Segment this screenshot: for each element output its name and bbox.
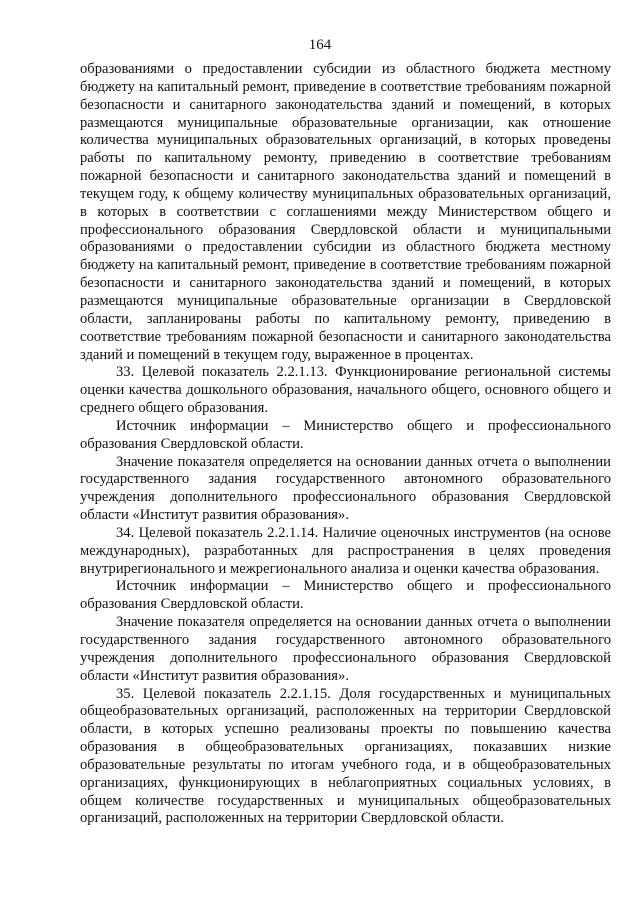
paragraph-source-33: Источник информации – Министерство общего и профессионального образования Свердловской области. — [80, 417, 611, 452]
document-body — [80, 61, 611, 828]
paragraph-value-34: Значение показателя определяется на основании данных отчета о выполнении государственного задания государственного автономного образовательного учреждения дополнительного профессионального образования Свердловской области «Институт развития образования». — [80, 614, 611, 684]
paragraph-indicator-34: 34. Целевой показатель 2.2.1.14. Наличие оценочных инструментов (на основе международных), разработанных для распространения в целях проведения внутрирегионального и межрегионального анализа и оценки качества образования. — [80, 524, 611, 577]
paragraph-source-34: Источник информации – Министерство общего и профессионального образования Свердловской области. — [80, 578, 611, 613]
page-number: 164 — [308, 37, 332, 53]
paragraph-indicator-33: 33. Целевой показатель 2.2.1.13. Функционирование региональной системы оценки качества дошкольного образования, начального общего, основного общего и среднего общего образования. — [80, 364, 611, 417]
paragraph-continuation: образованиями о предоставлении субсидии из областного бюджета местному бюджету на капитальный ремонт, приведение в соответствие требованиям пожарной безопасности и санитарного законодательства зданий и помещений, в которых размещаются муниципальные образовательные организации, как отношение количества муниципальных образовательных организаций, в которых проведены работы по капитальному ремонту, приведению в соответствие требованиям пожарной безопасности и санитарного законодательства зданий и помещений в текущем году, к общему количеству муниципальных образовательных организаций, в которых в соответствии с соглашениями между Министерством общего и профессионального образования Свердловской области и муниципальными образованиями о предоставлении субсидии из областного бюджета местному бюджету на капитальный ремонт, приведение в соответствие требованиям пожарной безопасности и санитарного законодательства зданий и помещений, в которых размещаются муниципальные образовательные организации в Свердловской области, запланированы работы по капитальному ремонту, приведению в соответствие требованиям пожарной безопасности и санитарного законодательства зданий и помещений в текущем году, выраженное в процентах. — [80, 61, 611, 363]
paragraph-indicator-35: 35. Целевой показатель 2.2.1.15. Доля государственных и муниципальных общеобразовательных организаций, расположенных на территории Свердловской области, в которых успешно реализованы проекты по повышению качества образования в общеобразовательных организациях, показавших низкие образовательные результаты по итогам учебного года, и в общеобразовательных организациях, функционирующих в неблагоприятных социальных условиях, в общем количестве государственных и муниципальных общеобразовательных организаций, расположенных на территории Свердловской области. — [80, 685, 611, 827]
paragraph-value-33: Значение показателя определяется на основании данных отчета о выполнении государственного задания государственного автономного образовательного учреждения дополнительного профессионального образования Свердловской области «Институт развития образования». — [80, 453, 611, 524]
